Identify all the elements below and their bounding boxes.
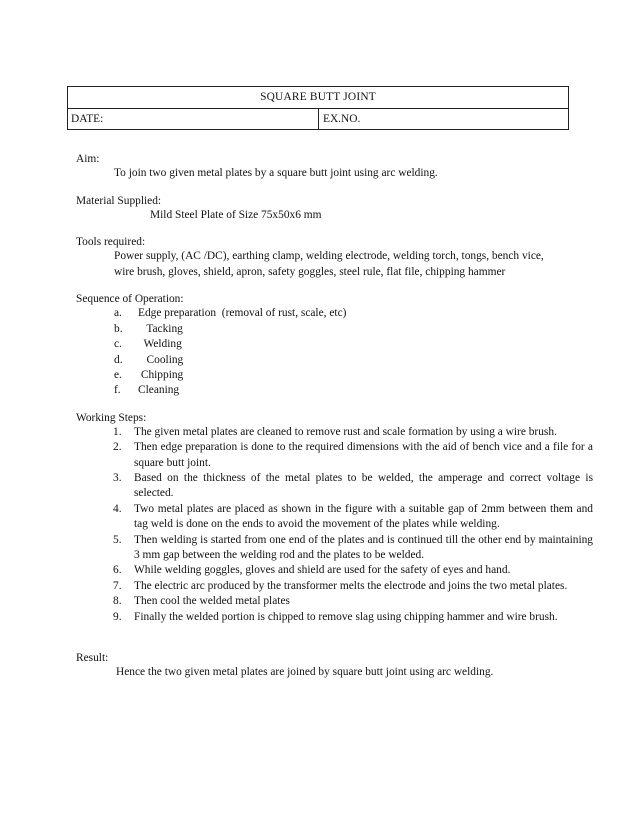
step-text: Two metal plates are placed as shown in the figure with a suitable gap of 2mm between them and tag weld is done on the ends to avoid the movement of the plates while welding. (134, 502, 593, 531)
list-text: Chipping (138, 369, 184, 381)
aim-text: To join two given metal plates by a square butt joint using arc welding. (114, 167, 438, 179)
list-marker: c. (114, 338, 122, 351)
list-text: Cooling (138, 353, 184, 366)
document-title: SQUARE BUTT JOINT (68, 87, 568, 109)
list-item (113, 471, 593, 502)
step-number: 9. (113, 610, 122, 623)
list-item (113, 563, 593, 578)
material-section (76, 194, 596, 224)
step-text: The given metal plates are cleaned to remove rust and scale formation by using a wire brush. (134, 425, 557, 438)
working-label: Working Steps: (76, 411, 147, 424)
list-item (114, 322, 596, 337)
list-item (114, 337, 596, 352)
step-text: Then cool the welded metal plates (134, 595, 290, 608)
header-table (67, 86, 569, 130)
tools-label: Tools required: (76, 236, 146, 249)
list-item (113, 440, 593, 471)
list-item (114, 383, 596, 398)
working-section (76, 411, 596, 625)
list-text: Edge preparation (removal of rust, scale, etc) (138, 307, 347, 320)
step-number: 2. (113, 441, 122, 454)
working-steps-list (113, 425, 593, 625)
list-item (113, 610, 593, 625)
step-text: While welding goggles, gloves and shield are used for the safety of eyes and hand. (134, 564, 511, 577)
list-text: Tacking (138, 322, 183, 335)
step-text: Then welding is started from one end of the plates and is continued till the other end by maintaining 3 mm gap between the welding rod and the plates to be welded. (134, 533, 593, 562)
result-label: Result: (76, 652, 109, 665)
date-field: DATE: (68, 109, 319, 129)
aim-section (76, 152, 596, 182)
step-text: Based on the thickness of the metal plates to be welded, the amperage and correct voltage is selected. (134, 472, 593, 500)
result-section (76, 651, 596, 681)
step-number: 4. (113, 502, 122, 515)
step-text: Finally the welded portion is chipped to remove slag using chipping hammer and wire brush. (134, 610, 558, 623)
list-item (113, 594, 593, 609)
list-item (113, 425, 593, 440)
list-item (113, 502, 593, 533)
step-number: 3. (113, 472, 122, 485)
list-marker: e. (114, 369, 122, 381)
list-item (113, 533, 593, 564)
header-row (68, 109, 568, 129)
sequence-label: Sequence of Operation: (76, 293, 184, 306)
tools-section (76, 235, 596, 280)
list-item (114, 306, 596, 321)
exno-field: EX.NO. (323, 113, 361, 125)
list-item (113, 579, 593, 594)
step-number: 7. (113, 579, 122, 592)
step-text: The electric arc produced by the transformer melts the electrode and joins the two metal plates. (134, 579, 568, 592)
step-number: 5. (113, 533, 122, 546)
material-text: Mild Steel Plate of Size 75x50x6 mm (150, 208, 322, 221)
step-number: 8. (113, 595, 122, 608)
list-marker: a. (114, 307, 122, 320)
material-label: Material Supplied: (76, 194, 162, 207)
step-number: 1. (113, 425, 122, 438)
step-number: 6. (113, 564, 122, 577)
list-marker: f. (114, 384, 121, 397)
tools-line: wire brush, gloves, shield, apron, safety goggles, steel rule, flat file, chipping hammer (114, 265, 506, 278)
list-text: Welding (138, 338, 182, 351)
result-text: Hence the two given metal plates are joined by square butt joint using arc welding. (116, 666, 494, 679)
list-marker: b. (114, 322, 123, 335)
list-item (114, 353, 596, 368)
tools-line: Power supply, (AC /DC), earthing clamp, welding electrode, welding torch, tongs, bench vice, (114, 250, 544, 263)
list-text: Cleaning (138, 384, 180, 397)
document-body (76, 152, 596, 681)
aim-label: Aim: (76, 153, 100, 165)
list-marker: d. (114, 353, 123, 366)
sequence-section (76, 292, 596, 398)
list-item (114, 368, 596, 383)
step-text: Then edge preparation is done to the required dimensions with the aid of bench vice and a file for a square butt joint. (134, 441, 593, 469)
